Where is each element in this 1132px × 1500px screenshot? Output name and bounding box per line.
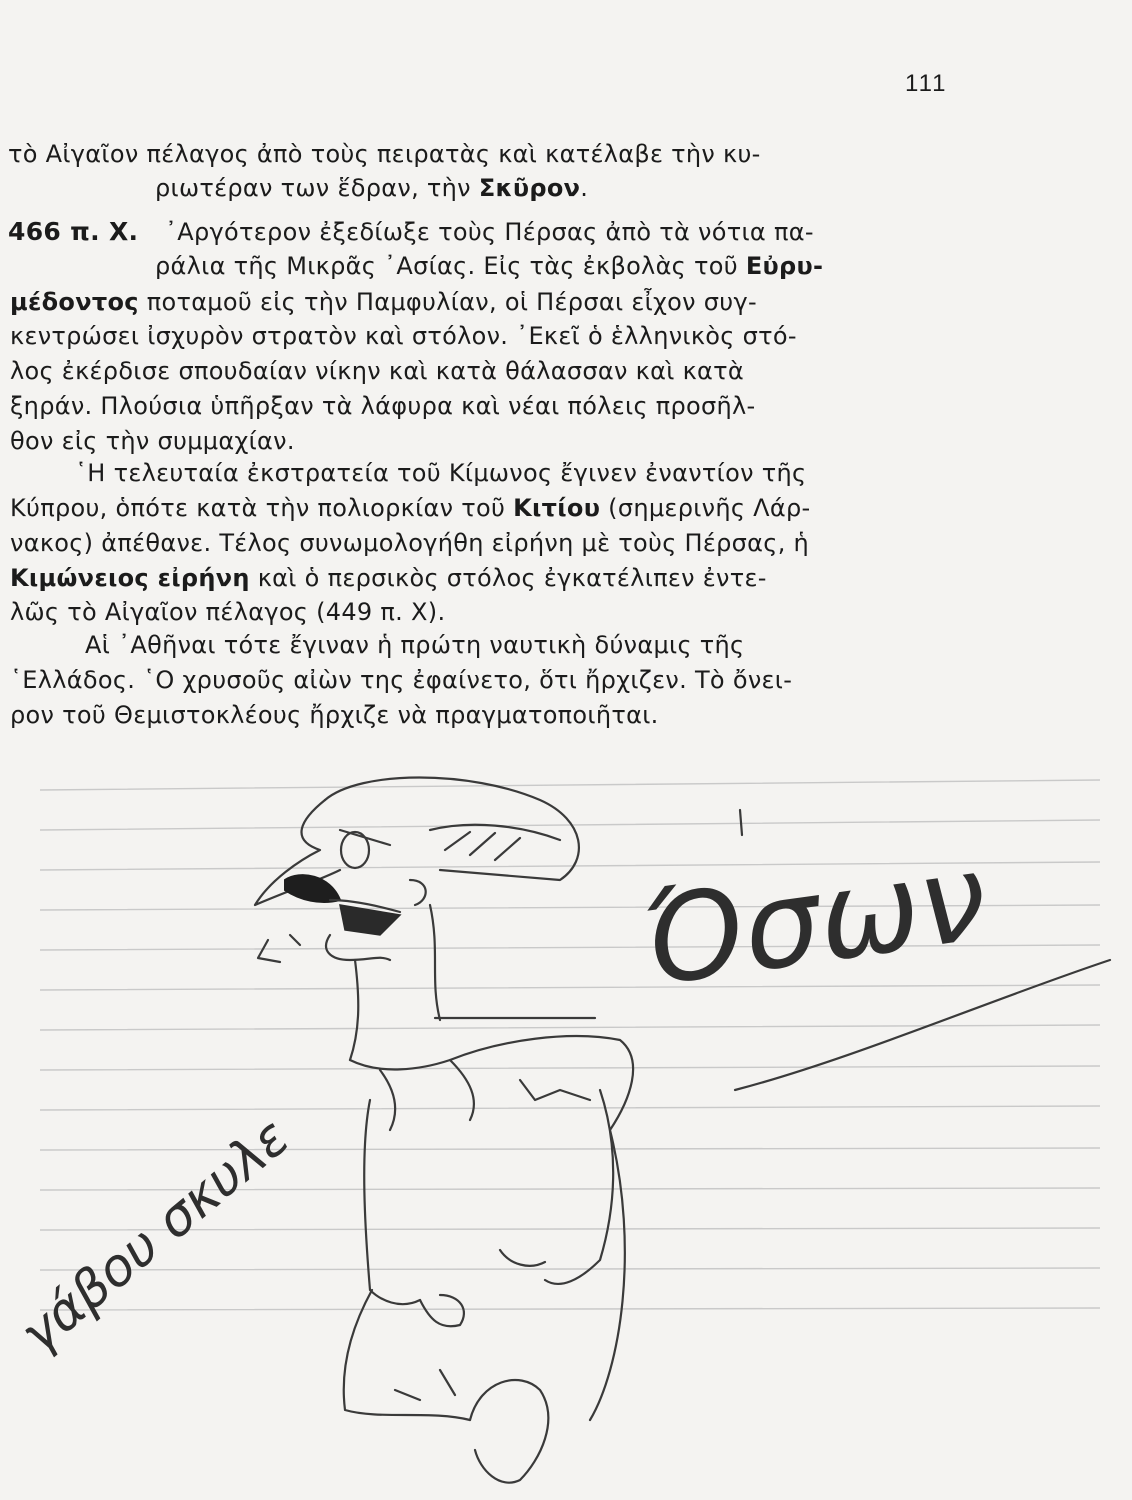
- text-line: ριωτέραν των ἕδραν, τὴν Σκῦρον.: [155, 174, 589, 202]
- margin-date: 466 π. Χ.: [8, 217, 139, 246]
- text-line: τὸ Αἰγαῖον πέλαγος ἀπὸ τοὺς πειρατὰς καὶ κατέλαβε τὴν κυ-: [8, 140, 761, 168]
- handwritten-right-note: [635, 810, 1110, 1090]
- text-line: νακος) ἀπέθανε. Τέλος συνωμολογήθη εἰρήνη μὲ τοὺς Πέρσας, ἡ: [10, 529, 810, 557]
- bold-term: Σκῦρον: [478, 174, 581, 202]
- bold-term: Κιτίου: [513, 494, 601, 522]
- text-line: ῾Η τελευταία ἐκστρατεία τοῦ Κίμωνος ἔγινεν ἐναντίον τῆς: [75, 459, 807, 487]
- text-line: ξηράν. Πλούσια ὑπῆρξαν τὰ λάφυρα καὶ νέαι πόλεις προσῆλ-: [10, 392, 756, 420]
- page-number: 111: [905, 70, 948, 97]
- handwritten-left-note: [10, 1107, 301, 1365]
- text-line: ράλια τῆς Μικρᾶς ᾽Ασίας. Εἰς τὰς ἐκβολὰς τοῦ Εὐρυ-: [155, 252, 824, 280]
- svg-text:Όσων: Όσων: [634, 828, 995, 1014]
- text-line: Κιμώνειος εἰρήνη καὶ ὁ περσικὸς στόλος ἐγκατέλιπεν ἐντε-: [10, 564, 767, 592]
- text-line: Κύπρου, ὁπότε κατὰ τὴν πολιορκίαν τοῦ Κιτίου (σημερινῆς Λάρ-: [10, 494, 811, 522]
- bold-term: μέδοντος: [10, 288, 139, 316]
- bold-term: Κιμώνειος εἰρήνη: [10, 564, 250, 592]
- pencil-sketch: [0, 760, 1132, 1500]
- svg-text:γάβου σκυλε: γάβου σκυλε: [9, 1107, 301, 1365]
- text-line: θον εἰς τὴν συμμαχίαν.: [10, 427, 295, 455]
- text-line: Αἱ ᾽Αθῆναι τότε ἔγιναν ἡ πρώτη ναυτικὴ δύναμις τῆς: [85, 631, 745, 659]
- text-line: λος ἐκέρδισε σπουδαίαν νίκην καὶ κατὰ θάλασσαν καὶ κατὰ: [10, 357, 745, 385]
- text-line: λῶς τὸ Αἰγαῖον πέλαγος (449 π. Χ).: [10, 598, 446, 626]
- text-line: ᾽Αργότερον ἐξεδίωξε τοὺς Πέρσας ἀπὸ τὰ νότια πα-: [165, 218, 814, 246]
- text-line: ρον τοῦ Θεμιστοκλέους ἤρχιζε νὰ πραγματοποιῆται.: [10, 701, 659, 729]
- bold-term: Εὐρυ-: [745, 252, 824, 280]
- text-line: ῾Ελλάδος. ῾Ο χρυσοῦς αἰὼν της ἐφαίνετο, ὅτι ἤρχιζεν. Τὸ ὄνει-: [10, 666, 793, 694]
- text-line: μέδοντος ποταμοῦ εἰς τὴν Παμφυλίαν, οἱ Πέρσαι εἶχον συγ-: [10, 288, 757, 316]
- caricature-drawing: [255, 778, 633, 1483]
- text-line: κεντρώσει ἰσχυρὸν στρατὸν καὶ στόλον. ᾽Εκεῖ ὁ ἑλληνικὸς στό-: [10, 322, 797, 350]
